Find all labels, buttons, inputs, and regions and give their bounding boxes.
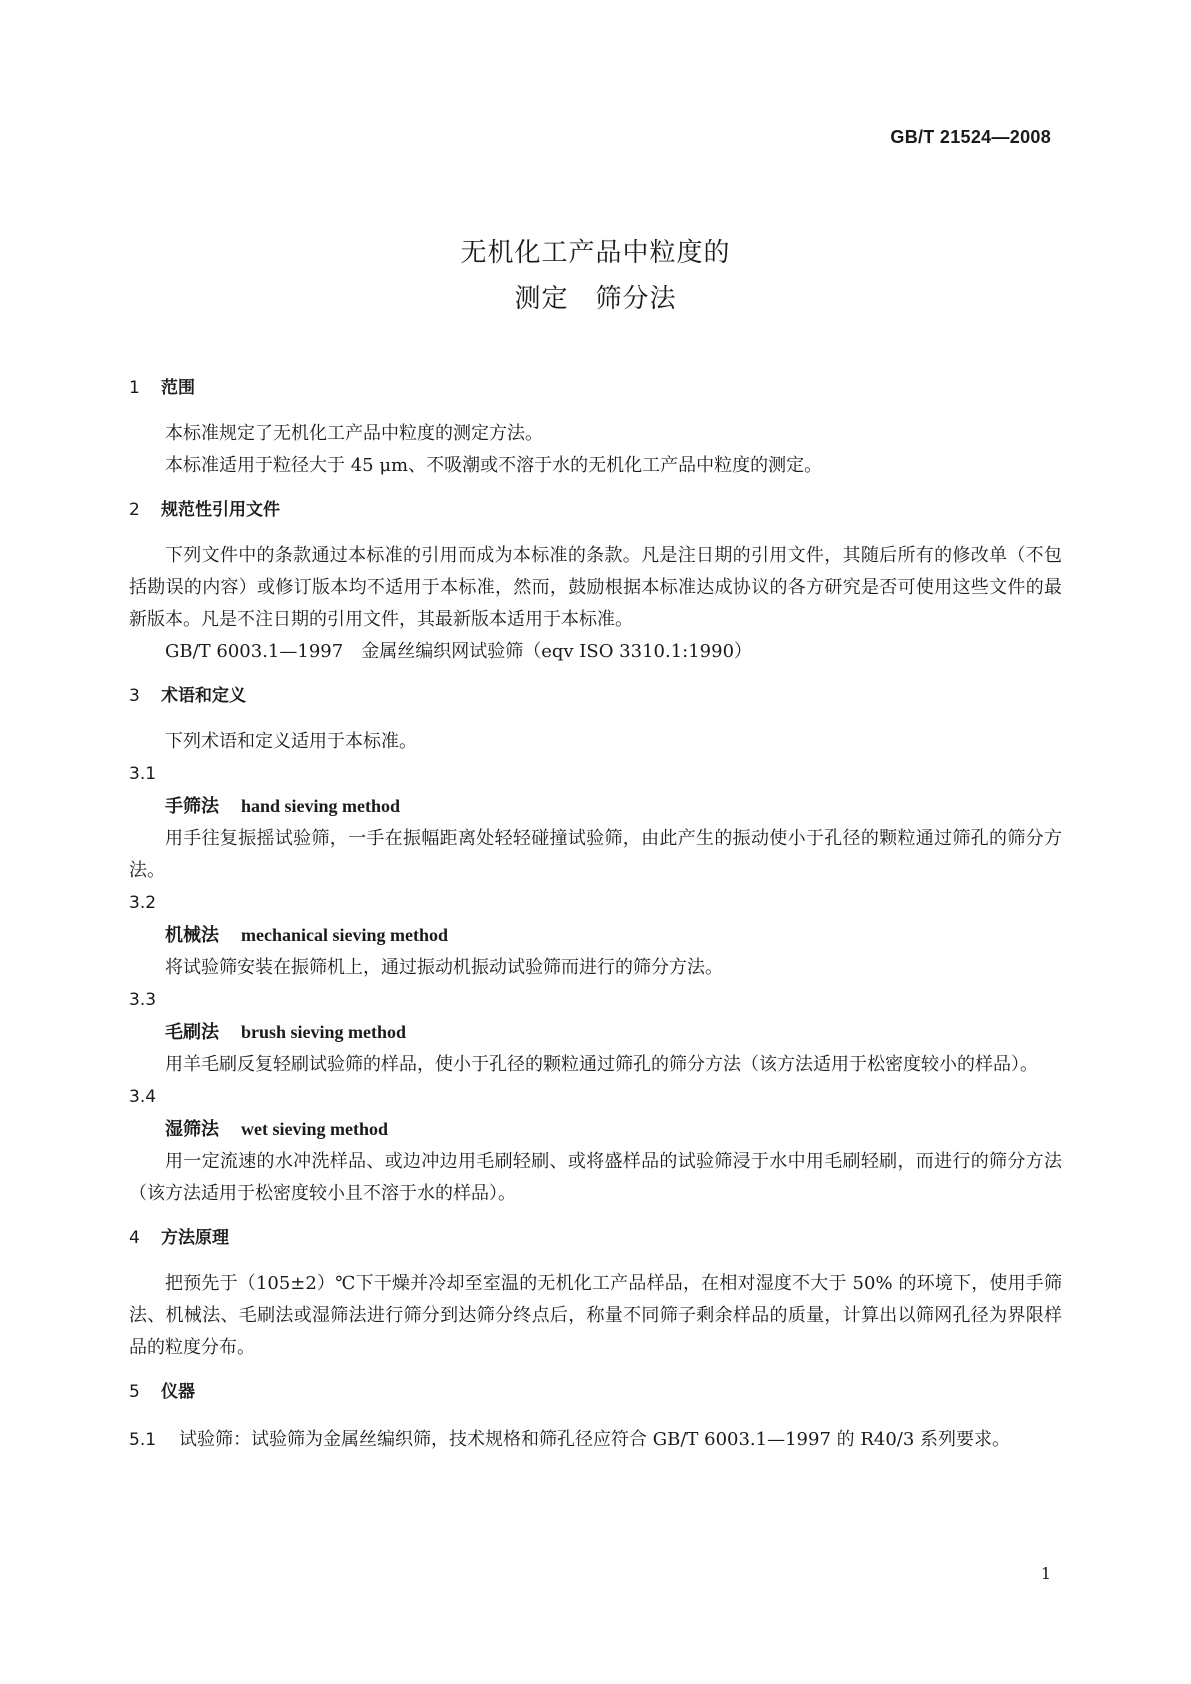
section-heading-terms: [129, 678, 1062, 714]
section-number: 1: [129, 378, 140, 398]
section-number: 4: [129, 1228, 140, 1248]
section-heading-scope: [129, 370, 1062, 406]
section-title: 术语和定义: [161, 686, 246, 706]
section-number: 3: [129, 686, 140, 706]
title-line-1: 无机化工产品中粒度的: [460, 238, 731, 268]
term-number: 3.4: [129, 1087, 157, 1107]
paragraph: 把预先于（105±2）℃下干燥并冷却至室温的无机化工产品样品，在相对湿度不大于 50% 的环境下，使用手筛法、机械法、毛刷法或湿筛法进行筛分到达筛分终点后，称量不同筛子剩余样品的质量，计算出以筛网孔径为界限样品的粒度分布。: [129, 1273, 1062, 1358]
section-heading-normative-references: [129, 492, 1062, 528]
term-cn: 毛刷法: [165, 1022, 219, 1043]
section-number: 2: [129, 500, 140, 520]
clause-5-1: [129, 1424, 1062, 1456]
term-title: [129, 790, 1062, 823]
term-number: 3.1: [129, 764, 157, 784]
section-title: 规范性引用文件: [161, 500, 280, 520]
term-cn: 机械法: [165, 925, 219, 946]
page-number: 1: [1040, 1564, 1051, 1583]
document-title: [0, 230, 1191, 322]
paragraph: 下列术语和定义适用于本标准。: [165, 731, 417, 752]
term-en: hand sieving method: [241, 796, 401, 816]
term-definition: 用手往复振摇试验筛，一手在振幅距离处轻轻碰撞试验筛，由此产生的振动使小于孔径的颗粒通过筛孔的筛分方法。: [129, 828, 1062, 881]
term-en: brush sieving method: [241, 1022, 407, 1042]
paragraph: 下列文件中的条款通过本标准的引用而成为本标准的条款。凡是注日期的引用文件，其随后所有的修改单（不包括勘误的内容）或修订版本均不适用于本标准，然而，鼓励根据本标准达成协议的各方研究是否可使用这些文件的最新版本。凡是不注日期的引用文件，其最新版本适用于本标准。: [129, 545, 1062, 630]
section-title: 仪器: [161, 1382, 195, 1402]
term-en: mechanical sieving method: [241, 925, 448, 945]
section-title: 方法原理: [161, 1228, 229, 1248]
paragraph: 本标准规定了无机化工产品中粒度的测定方法。: [165, 423, 543, 444]
section-heading-apparatus: [129, 1374, 1062, 1410]
section-number: 5: [129, 1382, 140, 1402]
term-en: wet sieving method: [241, 1119, 388, 1139]
term-number: 3.2: [129, 893, 157, 913]
term-title: [129, 1113, 1062, 1146]
term-definition: 将试验筛安装在振筛机上，通过振动机振动试验筛而进行的筛分方法。: [165, 957, 723, 978]
term-cn: 湿筛法: [165, 1119, 219, 1140]
term-title: [129, 919, 1062, 952]
paragraph: 本标准适用于粒径大于 45 μm、不吸潮或不溶于水的无机化工产品中粒度的测定。: [165, 455, 823, 476]
clause-number: 5.1: [129, 1430, 157, 1450]
title-line-2: 测定 筛分法: [514, 284, 677, 314]
document-body: [129, 370, 1062, 1456]
term-cn: 手筛法: [165, 796, 219, 817]
section-heading-principle: [129, 1220, 1062, 1256]
reference-entry: GB/T 6003.1—1997 金属丝编织网试验筛（eqv ISO 3310.1:1990）: [165, 641, 753, 662]
term-definition: 用羊毛刷反复轻刷试验筛的样品，使小于孔径的颗粒通过筛孔的筛分方法（该方法适用于松密度较小的样品）。: [165, 1054, 1038, 1075]
term-title: [129, 1016, 1062, 1049]
standard-code: GB/T 21524—2008: [890, 127, 1051, 147]
section-title: 范围: [161, 378, 195, 398]
term-number: 3.3: [129, 990, 157, 1010]
clause-text: 试验筛：试验筛为金属丝编织筛，技术规格和筛孔径应符合 GB/T 6003.1—1997 的 R40/3 系列要求。: [179, 1429, 1011, 1450]
term-definition: 用一定流速的水冲洗样品、或边冲边用毛刷轻刷、或将盛样品的试验筛浸于水中用毛刷轻刷，而进行的筛分方法（该方法适用于松密度较小且不溶于水的样品）。: [129, 1151, 1062, 1204]
